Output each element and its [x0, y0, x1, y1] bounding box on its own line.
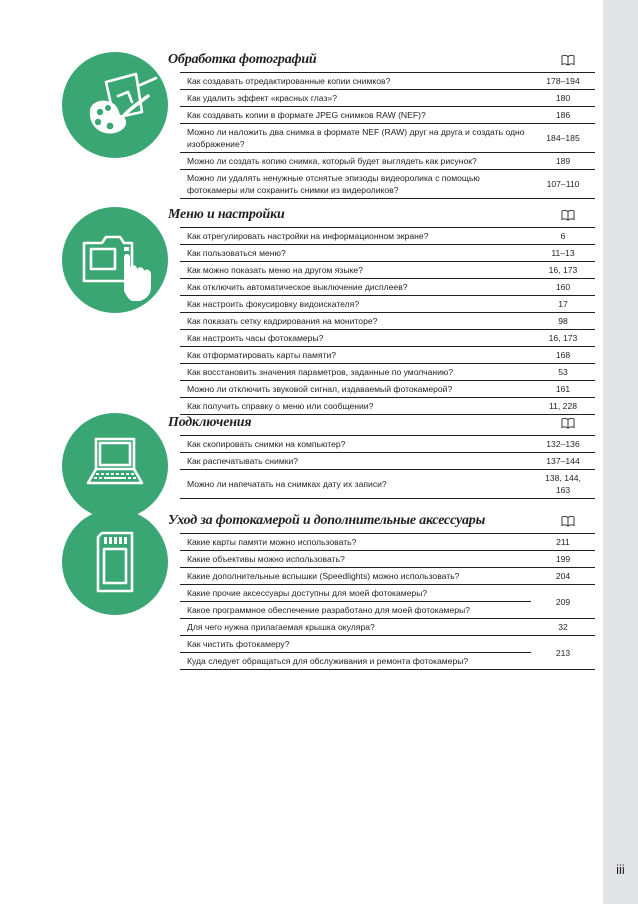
page-ref: 161 [555, 384, 571, 394]
question: Как настроить часы фотокамеры? [187, 333, 324, 343]
table-row [180, 330, 595, 347]
section-photo-editing [62, 52, 595, 195]
table-row [180, 228, 595, 245]
faq-table [180, 435, 595, 499]
question: Как можно показать меню на другом языке? [187, 265, 363, 275]
question: Как отрегулировать настройки на информационном экране? [187, 231, 429, 241]
table-row [180, 170, 595, 199]
table-row [180, 364, 595, 381]
page-ref: 98 [558, 316, 568, 326]
page-ref: 209 [555, 596, 571, 607]
table-row [180, 90, 595, 107]
section-title: Обработка фотографий [168, 52, 317, 67]
table-row [180, 262, 595, 279]
question: Как отформатировать карты памяти? [187, 350, 337, 360]
section-header [168, 207, 595, 227]
question: Можно ли удалять ненужные отснятые эпизоды видеоролика с помощью фотокамеры или сохранить снимки из видероликов? [187, 173, 480, 195]
page-ref: 138, 144, 163 [545, 473, 581, 495]
book-icon [561, 54, 575, 66]
question: Какое программное обеспечение разработано для моей фотокамеры? [187, 605, 470, 615]
question: Как чистить фотокамеру? [180, 636, 531, 653]
table-row [180, 470, 595, 499]
question: Какие объективы можно использовать? [187, 554, 345, 564]
side-strip [603, 0, 638, 904]
page-ref: 211 [556, 537, 570, 547]
book-icon [561, 417, 575, 429]
section-header [168, 52, 595, 72]
section-header [168, 415, 595, 435]
question: Какие карты памяти можно использовать? [187, 537, 357, 547]
question: Какие дополнительные вспышки (Speedlights) можно использовать? [187, 571, 460, 581]
page-ref: 107–110 [546, 179, 580, 189]
table-row [180, 124, 595, 153]
page-ref: 137–144 [546, 456, 580, 466]
page-ref: 11–13 [551, 248, 575, 258]
merged-row-group [180, 636, 595, 670]
table-row [180, 245, 595, 262]
page-ref: 17 [558, 299, 568, 309]
question: Как пользоваться меню? [187, 248, 286, 258]
question: Как создавать отредактированные копии снимков? [187, 76, 391, 86]
camera-menu-icon [62, 207, 168, 313]
page-ref: 204 [555, 571, 571, 581]
question: Можно ли отключить звуковой сигнал, издаваемый фотокамерой? [187, 384, 453, 394]
memory-card-icon [62, 509, 168, 615]
table-row [180, 619, 595, 636]
table-row [180, 551, 595, 568]
page-ref: 160 [555, 282, 571, 292]
table-row [180, 296, 595, 313]
faq-table [180, 227, 595, 415]
question: Как получить справку о меню или сообщении? [187, 401, 374, 411]
section-connections [62, 415, 595, 515]
page-ref: 16, 173 [548, 333, 578, 343]
section-header [168, 513, 595, 533]
page-ref: 168 [555, 350, 571, 360]
question: Как скопировать снимки на компьютер? [187, 439, 346, 449]
question: Можно ли создать копию снимка, который будет выглядеть как рисунок? [187, 156, 477, 166]
table-row [180, 534, 595, 551]
question: Можно ли напечатать на снимках дату их записи? [187, 479, 387, 489]
table-row [180, 568, 595, 585]
page-ref: 199 [555, 554, 571, 564]
section-menus-settings [62, 207, 595, 411]
page-ref: 32 [558, 622, 568, 632]
page-ref: 186 [555, 110, 571, 120]
question: Как создавать копии в формате JPEG снимков RAW (NEF)? [187, 110, 426, 120]
question: Как восстановить значения параметров, заданные по умолчанию? [187, 367, 454, 377]
laptop-icon [62, 413, 168, 519]
section-title: Уход за фотокамерой и дополнительные аксессуары [168, 513, 486, 528]
book-icon [561, 209, 575, 221]
question: Как настроить фокусировку видоискателя? [187, 299, 360, 309]
question: Можно ли наложить два снимка в формате NEF (RAW) друг на друга и создать одно изображение? [187, 127, 525, 149]
table-row [180, 453, 595, 470]
page-ref: 189 [555, 156, 571, 166]
table-row [180, 153, 595, 170]
question-list [180, 585, 531, 618]
merged-row-group [180, 585, 595, 619]
page-ref: 11, 228 [548, 401, 578, 411]
page-number: iii [616, 862, 625, 877]
question: Как распечатывать снимки? [187, 456, 299, 466]
page-ref: 132–136 [546, 439, 580, 449]
page-ref: 178–194 [546, 76, 580, 86]
photo-editing-icon [62, 52, 168, 158]
page-ref: 213 [555, 647, 571, 658]
faq-table [180, 72, 595, 199]
book-icon [561, 515, 575, 527]
table-row [180, 398, 595, 415]
faq-table [180, 533, 595, 670]
page-ref: 16, 173 [548, 265, 578, 275]
page-ref: 180 [555, 93, 571, 103]
table-row [180, 313, 595, 330]
page-ref: 184–185 [546, 133, 580, 143]
table-row [180, 381, 595, 398]
table-row [180, 73, 595, 90]
table-row [180, 279, 595, 296]
table-row [180, 107, 595, 124]
question: Как показать сетку кадрирования на мониторе? [187, 316, 378, 326]
section-care-accessories [62, 513, 595, 666]
question: Для чего нужна прилагаемая крышка окуляра? [187, 622, 375, 632]
page-ref: 53 [558, 367, 568, 377]
section-title: Меню и настройки [168, 207, 285, 222]
table-row [180, 347, 595, 364]
question: Как удалить эффект «красных глаз»? [187, 93, 337, 103]
question: Как отключить автоматическое выключение дисплеев? [187, 282, 408, 292]
question-list [180, 636, 531, 669]
section-title: Подключения [168, 415, 252, 430]
question: Куда следует обращаться для обслуживания и ремонта фотокамеры? [187, 656, 469, 666]
question: Какие прочие аксессуары доступны для моей фотокамеры? [180, 585, 531, 602]
page-ref: 6 [560, 231, 566, 241]
table-row [180, 436, 595, 453]
